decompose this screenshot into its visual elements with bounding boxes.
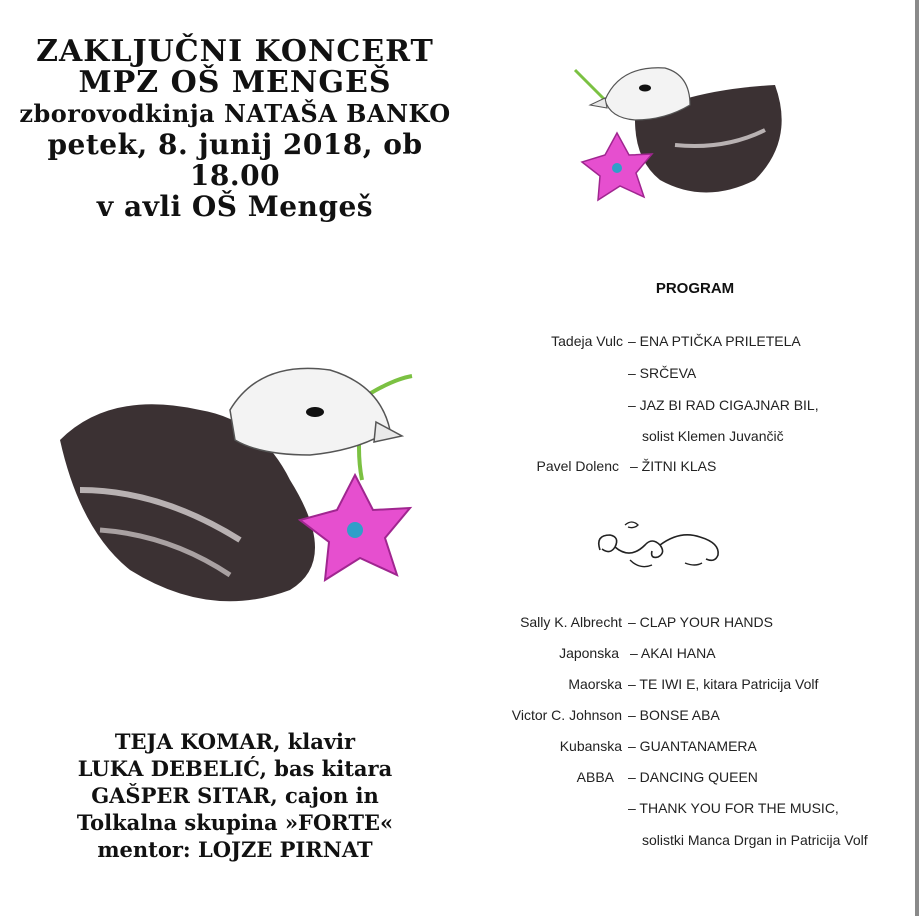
piece: – BONSE ABA [628,707,720,723]
program-row [0,832,919,850]
title-line-3: zborovodkinja NATAŠA BANKO [19,99,451,128]
piece: – ŽITNI KLAS [630,458,717,474]
title-line-1: ZAKLJUČNI KONCERT [36,34,434,69]
title-line-5: v avli OŠ Mengeš [96,190,374,223]
piece: – THANK YOU FOR THE MUSIC, [628,800,839,816]
piece: – JAZ BI RAD CIGAJNAR BIL, [628,397,819,413]
program-row [0,365,919,383]
credit-line: mentor: LOJZE PIRNAT [97,837,373,862]
program-row [0,769,919,787]
piece: – CLAP YOUR HANDS [628,614,773,630]
composer: Japonska [559,645,619,661]
program-heading: PROGRAM [655,280,735,297]
program-row [0,800,919,818]
piece: – ENA PTIČKA PRILETELA [628,333,801,349]
program-row [0,738,919,756]
title-line-4: petek, 8. junij 2018, ob 18.00 [47,128,423,192]
program-row [0,458,919,476]
credit-line: GAŠPER SITAR, cajon in [91,783,379,808]
program-row [0,614,919,632]
program-row [0,645,919,663]
composer: ABBA [576,769,614,785]
composer: Sally K. Albrecht [520,614,622,630]
piece: solist Klemen Juvančič [642,428,784,444]
program-row [0,707,919,725]
composer: Kubanska [559,738,622,754]
composer: Pavel Dolenc [536,458,619,474]
credit-line: TEJA KOMAR, klavir [114,729,356,754]
composer: Victor C. Johnson [511,707,622,723]
program-row [0,397,919,415]
composer: Maorska [568,676,622,692]
piece: – SRČEVA [628,365,697,381]
program-row [0,333,919,351]
piece: – AKAI HANA [630,645,716,661]
program-row [0,428,919,446]
credit-line: Tolkalna skupina »FORTE« [76,810,394,835]
credit-line: LUKA DEBELIĆ, bas kitara [77,756,393,781]
piece: – DANCING QUEEN [628,769,758,785]
title-line-2: MPZ OŠ MENGEŠ [78,65,392,100]
flourish-ornament-icon [590,515,730,575]
piece: – TE IWI E, kitara Patricija Volf [628,676,819,692]
piece: – GUANTANAMERA [628,738,757,754]
piece: solistki Manca Drgan in Patricija Volf [642,832,868,848]
program-row [0,676,919,694]
composer: Tadeja Vulc [551,333,623,349]
